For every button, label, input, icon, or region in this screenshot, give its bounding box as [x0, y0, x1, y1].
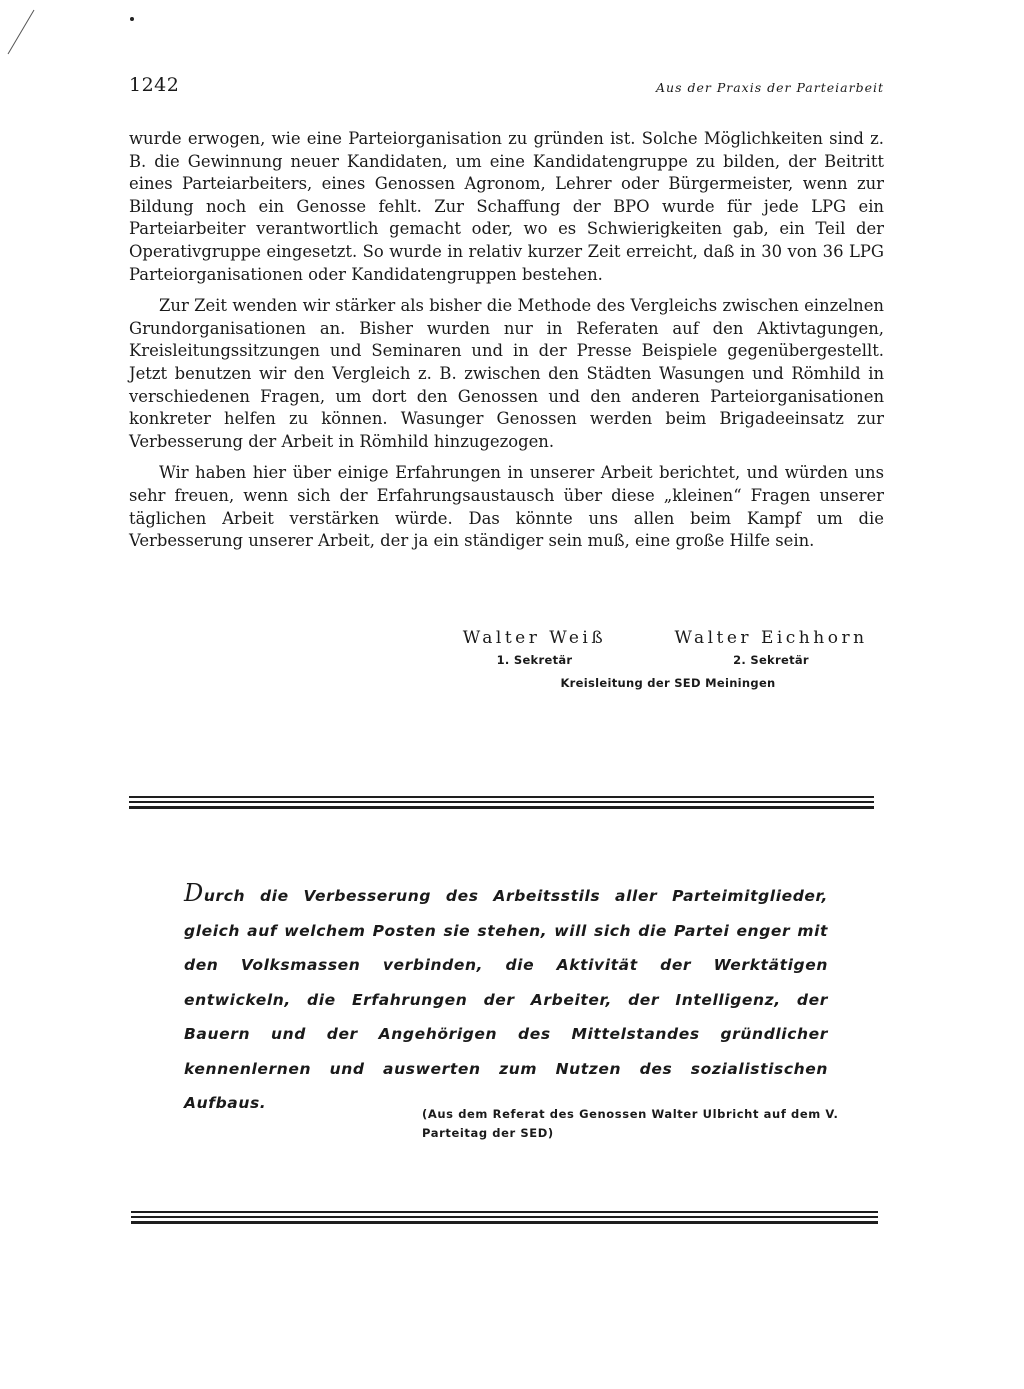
margin-pencil-mark [6, 8, 36, 58]
quote-text: urch die Verbesserung des Arbeitsstils aller Parteimitglieder, gleich auf welchem Posten sie stehen, will sich die Partei enger mit den Volksmassen verbinden, die Aktivität der Werktätigen entwickeln, die Erfahrungen der Arbeiter, der Intelligenz, der Bauern und der Angehörigen des Mittelstandes gründlicher kennenlernen und auswerten zum Nutzen des sozialistischen Aufbaus. [184, 887, 828, 1112]
body-paragraph: Wir haben hier über einige Erfahrungen in unserer Arbeit berichtet, und würden uns sehr freuen, wenn sich der Erfahrungsaustausch über diese „kleinen“ Fragen unserer täglichen Arbeit verstärken würde. Das könnte uns allen beim Kampf um die Verbesserung unserer Arbeit, der ja ein ständiger sein muß, eine große Hilfe sein. [129, 463, 884, 551]
signatory-role: 2. Sekretär [733, 653, 809, 667]
quote-source: (Aus dem Referat des Genossen Walter Ulbricht auf dem V. Parteitag der SED) [422, 1107, 839, 1140]
running-head: Aus der Praxis der Parteiarbeit [656, 80, 884, 95]
page-number: 1242 [129, 74, 180, 96]
signature-first [452, 628, 617, 667]
article-body [129, 128, 884, 562]
signatory-name: Walter Weiß [462, 628, 607, 648]
quote-initial: D [184, 879, 204, 907]
signatory-organization: Kreisleitung der SED Meiningen [560, 676, 776, 690]
body-paragraph: Zur Zeit wenden wir stärker als bisher die Methode des Vergleichs zwischen einzelnen Grundorganisationen an. Bisher wurden nur in Referaten auf den Aktivtagungen, Kreisleitungssitzungen und Seminaren und in der Presse Beispiele gegenübergestellt. Jetzt benutzen wir den Vergleich z. B. zwischen den Städten Wasungen und Römhild in verschiedenen Fragen, um dort den Genossen und den anderen Parteiorganisationen konkreter helfen zu können. Wasunger Genossen werden beim Brigadeeinsatz zur Verbesserung der Arbeit in Römhild hinzugezogen. [129, 296, 884, 451]
margin-dot-mark [130, 17, 134, 21]
quote-box [184, 876, 828, 1121]
triple-rule-divider [131, 1211, 878, 1225]
page-header [129, 74, 884, 100]
signatory-name: Walter Eichhorn [674, 628, 868, 648]
body-paragraph: wurde erwogen, wie eine Parteiorganisation zu gründen ist. Solche Möglichkeiten sind z. B. die Gewinnung neuer Kandidaten, um eine Kandidatengruppe zu bilden, der Beitritt eines Parteiarbeiters, eines Genossen Agronom, Lehrer oder Bürgermeister, wenn zur Bildung noch ein Genosse fehlt. Zur Schaffung der BPO wurde für jede LPG ein Parteiarbeiter verantwortlich gemacht oder, wo es Schwierigkeiten gab, ein Teil der Operativgruppe eingesetzt. So wurde in relativ kurzer Zeit erreicht, daß in 30 von 36 LPG Parteiorganisationen oder Kandidatengruppen bestehen. [129, 129, 884, 284]
signature-second [657, 628, 885, 667]
signatory-role: 1. Sekretär [496, 653, 573, 667]
triple-rule-divider [129, 796, 874, 810]
